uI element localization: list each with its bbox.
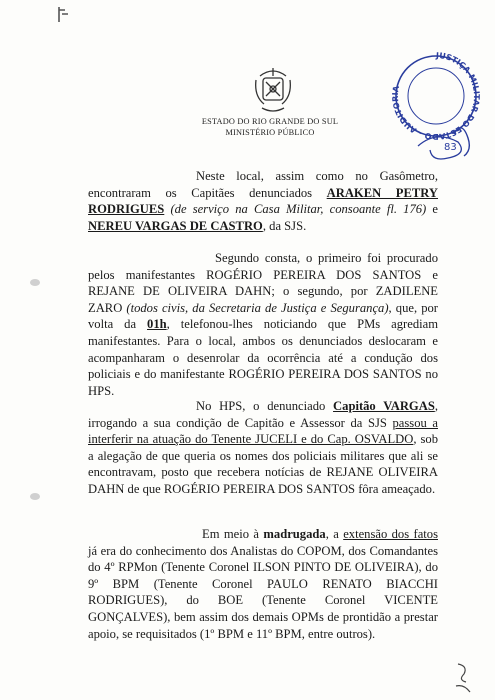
stamp-ring-text: JUSTIÇA MILITAR DO ESTADO - AUDITORIA bbox=[390, 50, 481, 142]
stamp-number: 83 bbox=[444, 142, 457, 153]
header-institution: MINISTÉRIO PÚBLICO bbox=[225, 128, 315, 137]
court-stamp bbox=[388, 50, 484, 166]
punch-hole bbox=[30, 279, 40, 286]
header-state-name: ESTADO DO RIO GRANDE DO SUL bbox=[201, 117, 339, 126]
margin-initials bbox=[452, 662, 476, 696]
defendant-vargas: Capitão VARGAS bbox=[333, 399, 435, 413]
defendant-nereu: NEREU VARGAS DE CASTRO bbox=[88, 218, 263, 233]
page-corner-mark bbox=[56, 6, 70, 24]
punch-hole bbox=[30, 493, 40, 500]
paragraph-1: Neste local, assim como no Gasômetro, encontraram os Capitães denunciados ARAKEN PETRY RODRIGUES (de serviço na Casa Militar, consoante fl. 176) e NEREU VARGAS DE CASTRO, da SJS. bbox=[88, 169, 439, 233]
svg-text:JUSTIÇA MILITAR DO ESTADO - AU bbox=[391, 51, 481, 141]
state-coat-of-arms-icon bbox=[250, 62, 296, 118]
paragraph-4: Em meio à madrugada, a extensão dos fatos já era do conhecimento dos Analistas do COPOM, dos Comandantes do 4º RPMon (Tenente Coronel ILSON PINTO DE OLIVEIRA), do 9º BPM (Tenente Coronel PAULO RENATO BIACCHI RODRIGUES), do BOE (Tenente Coronel VICENTE GONÇALVES), bem assim dos demais OPMs de prontidão a prestar apoio, se requisitados (1º BPM e 11º BPM, entre outros). bbox=[88, 527, 438, 641]
paragraph-2: Segundo consta, o primeiro foi procurado pelos manifestantes ROGÉRIO PEREIRA DOS SANTOS e REJANE DE OLIVEIRA DAHN; o segundo, por ZADILENE ZARO (todos civis, da Secretaria de Justiça e Segurança), que, por volta da 01h, telefonou-lhes noticiando que PMs agrediam manifestantes. Para o local, ambos os denunciados deslocaram e acompanharam o desenrolar da ocorrência até a condução dos policiais e do manifestante ROGÉRIO PEREIRA DOS SANTOS no HPS. bbox=[88, 251, 438, 398]
time-highlight: 01h bbox=[147, 317, 167, 332]
paragraph-3: No HPS, o denunciado Capitão VARGAS, irrogando a sua condição de Capitão e Assessor da SJS passou a interferir na atuação do Tenente JUCELI e do Cap. OSVALDO, sob a alegação de que queria os nomes dos policiais militares que ali se encontravam, posto que recebera notícias de REJANE OLIVEIRA DAHN de que ROGÉRIO PEREIRA DOS SANTOS fôra ameaçado. bbox=[88, 399, 438, 496]
defendant-araken: ARAKEN PETRY RODRIGUES bbox=[88, 185, 439, 217]
